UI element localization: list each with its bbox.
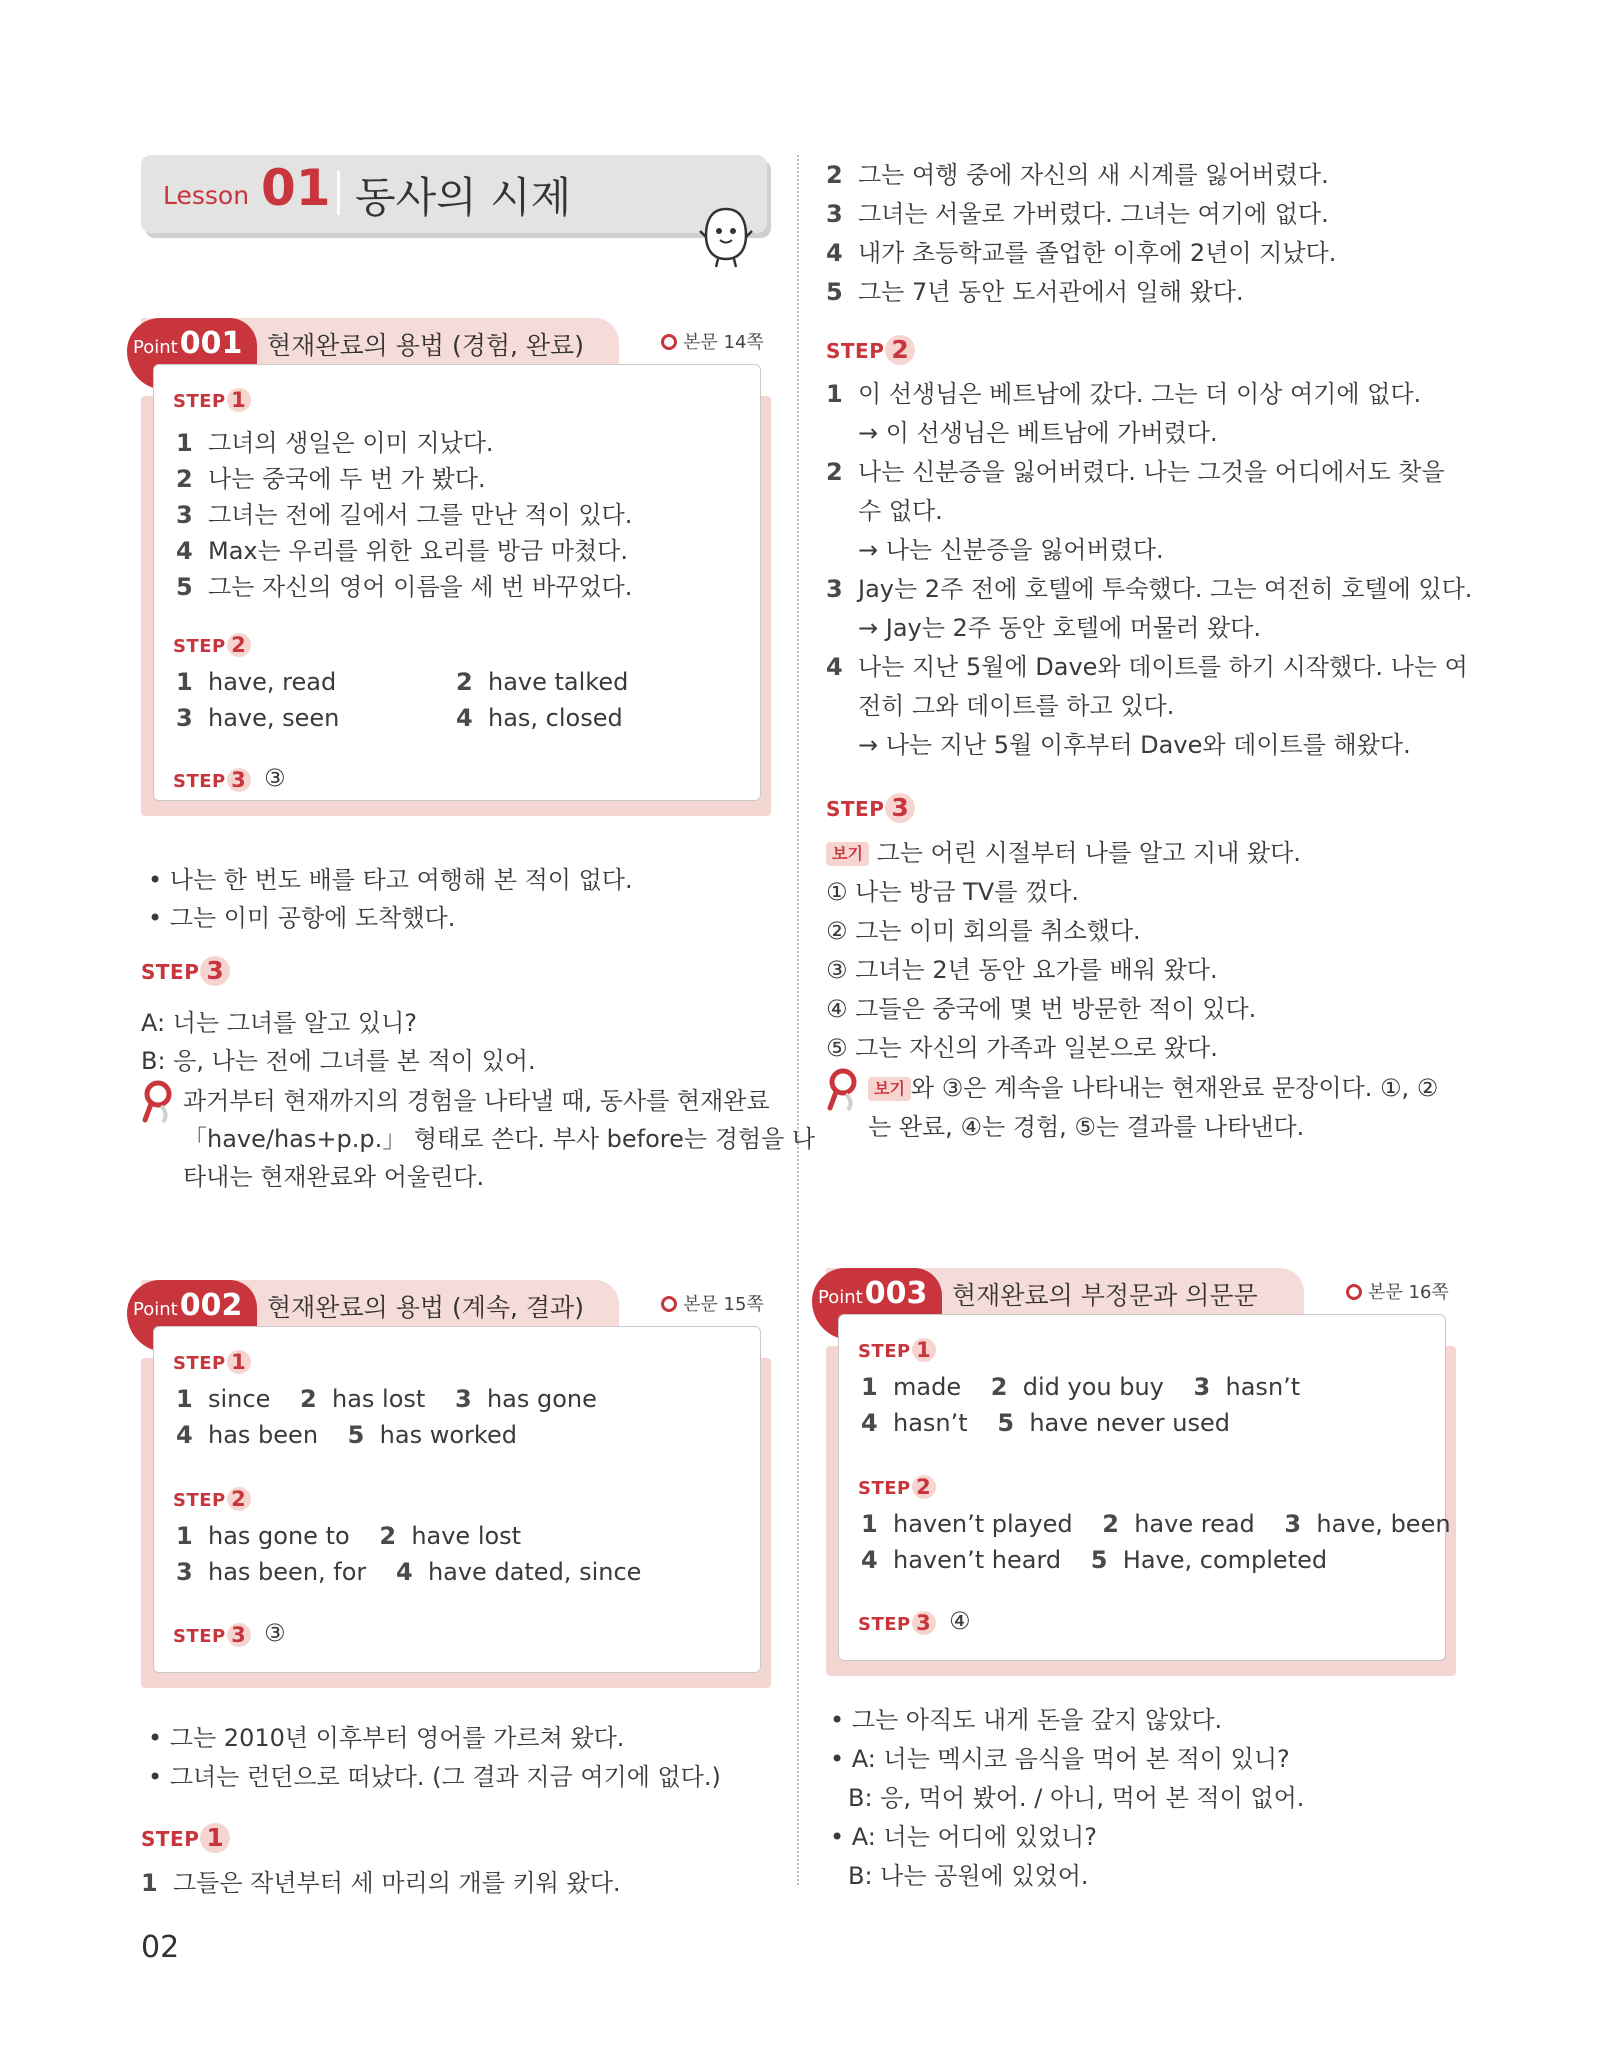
bullet-item: • 그는 아직도 내게 돈을 갚지 않았다. xyxy=(830,1706,1223,1734)
step-label: STEP 2 xyxy=(858,1475,936,1499)
point-label: Point xyxy=(818,1287,863,1308)
point-number: 002 xyxy=(179,1288,243,1323)
point-title: 현재완료의 용법 (계속, 결과) xyxy=(267,1293,584,1322)
page-reference xyxy=(1346,1278,1449,1304)
answer-row: 1 since 2 has lost 3 has gone xyxy=(176,1385,597,1413)
page-ref-text: 본문 16쪽 xyxy=(1368,1282,1449,1303)
page-ref-text: 본문 14쪽 xyxy=(683,332,764,353)
bullet-icon xyxy=(1346,1284,1362,1300)
lesson-number: 01 xyxy=(261,159,331,217)
bullet-icon xyxy=(661,1296,677,1312)
step-label: STEP 3 xyxy=(173,1623,251,1647)
arrow-line: → Jay는 2주 동안 호텔에 머물러 왔다. xyxy=(858,614,1261,642)
point-number: 001 xyxy=(179,326,243,361)
option-item: ③ 그녀는 2년 동안 요가를 배워 왔다. xyxy=(826,956,1218,984)
option-item: ① 나는 방금 TV를 껐다. xyxy=(826,878,1080,906)
tip-line: 는 완료, ④는 경험, ⑤는 결과를 나타낸다. xyxy=(868,1113,1305,1141)
step-label: STEP 2 xyxy=(173,1487,251,1511)
list-item: 2 have talked xyxy=(456,668,629,696)
point-label: Point xyxy=(133,337,178,358)
arrow-line: → 이 선생님은 베트남에 가버렸다. xyxy=(858,419,1218,447)
list-item: 3 그녀는 서울로 가버렸다. 그녀는 여기에 없다. xyxy=(826,200,1329,228)
lesson-separator xyxy=(337,171,340,215)
answer-row: 1 made 2 did you buy 3 hasn’t xyxy=(861,1373,1301,1401)
dialog-line: A: 너는 그녀를 알고 있니? xyxy=(141,1009,417,1037)
option-item: ② 그는 이미 회의를 취소했다. xyxy=(826,917,1141,945)
answer-row: 4 hasn’t 5 have never used xyxy=(861,1409,1230,1437)
key-tip-icon xyxy=(141,1080,175,1124)
answer-row: 4 has been 5 has worked xyxy=(176,1421,517,1449)
page-ref-text: 본문 15쪽 xyxy=(683,1294,764,1315)
list-item: 4 내가 초등학교를 졸업한 이후에 2년이 지났다. xyxy=(826,239,1337,267)
list-item: 1 그녀의 생일은 이미 지났다. xyxy=(176,429,494,457)
list-item: 4 Max는 우리를 위한 요리를 방금 마쳤다. xyxy=(176,537,628,565)
page-reference xyxy=(661,328,764,354)
step-label: STEP 1 xyxy=(141,1823,230,1853)
answer-row: 4 haven’t heard 5 Have, completed xyxy=(861,1546,1328,1574)
bullet-continued: B: 나는 공원에 있었어. xyxy=(848,1862,1089,1890)
bullet-item: • 그는 2010년 이후부터 영어를 가르쳐 왔다. xyxy=(148,1724,625,1752)
list-item: 3 그녀는 전에 길에서 그를 만난 적이 있다. xyxy=(176,501,633,529)
list-item: 4 나는 지난 5월에 Dave와 데이트를 하기 시작했다. 나는 여 xyxy=(826,653,1468,681)
step-label: STEP 2 xyxy=(173,633,251,657)
lesson-word: Lesson xyxy=(163,181,250,210)
step-label: STEP 1 xyxy=(173,388,251,412)
bullet-continued: B: 응, 먹어 봤어. / 아니, 먹어 본 적이 없어. xyxy=(848,1784,1305,1812)
point-label: Point xyxy=(133,1299,178,1320)
tip-line: 「have/has+p.p.」 형태로 쓴다. 부사 before는 경험을 나 xyxy=(183,1125,816,1153)
example-tag: 보기 xyxy=(826,842,869,866)
step-label: STEP 3 xyxy=(173,768,251,792)
list-item: 5 그는 7년 동안 도서관에서 일해 왔다. xyxy=(826,278,1244,306)
tip-line: 과거부터 현재까지의 경험을 나타낼 때, 동사를 현재완료 xyxy=(183,1087,770,1115)
page-reference xyxy=(661,1290,764,1316)
list-item: 2 그는 여행 중에 자신의 새 시계를 잃어버렸다. xyxy=(826,161,1329,189)
answer-choice: ③ xyxy=(264,764,286,792)
step-label: STEP 3 xyxy=(826,793,915,823)
bullet-item: • A: 너는 어디에 있었니? xyxy=(830,1823,1097,1851)
option-item: ⑤ 그는 자신의 가족과 일본으로 왔다. xyxy=(826,1034,1218,1062)
step-label: STEP 1 xyxy=(858,1338,936,1362)
bullet-item: • 나는 한 번도 배를 타고 여행해 본 적이 없다. xyxy=(148,866,633,894)
step-label: STEP 2 xyxy=(826,335,915,365)
list-item: 2 나는 중국에 두 번 가 봤다. xyxy=(176,465,486,493)
key-tip-icon xyxy=(826,1068,860,1112)
list-item: 4 has, closed xyxy=(456,704,623,732)
step-label: STEP 3 xyxy=(858,1611,936,1635)
lesson-banner xyxy=(141,155,767,233)
mascot-icon xyxy=(698,205,754,269)
list-item: 3 Jay는 2주 전에 호텔에 투숙했다. 그는 여전히 호텔에 있다. xyxy=(826,575,1473,603)
step-label: STEP 3 xyxy=(141,956,230,986)
answer-row: 3 has been, for 4 have dated, since xyxy=(176,1558,642,1586)
example-box: 보기 그는 어린 시절부터 나를 알고 지내 왔다. xyxy=(826,833,1301,868)
bullet-icon xyxy=(661,334,677,350)
answer-choice: ③ xyxy=(264,1619,286,1647)
list-item: 5 그는 자신의 영어 이름을 세 번 바꾸었다. xyxy=(176,573,633,601)
lesson-title: 동사의 시제 xyxy=(355,173,572,222)
answer-row: 1 has gone to 2 have lost xyxy=(176,1522,522,1550)
tip-line: 타내는 현재완료와 어울린다. xyxy=(183,1163,485,1191)
list-item: 3 have, seen xyxy=(176,704,340,732)
list-item: 2 나는 신분증을 잃어버렸다. 나는 그것을 어디에서도 찾을 xyxy=(826,458,1445,486)
tip-line: 보기 와 ③은 계속을 나타내는 현재완료 문장이다. ①, ② xyxy=(868,1068,1438,1103)
list-item: 1 그들은 작년부터 세 마리의 개를 키워 왔다. xyxy=(141,1869,621,1897)
point-title: 현재완료의 용법 (경험, 완료) xyxy=(267,331,584,360)
arrow-line: → 나는 지난 5월 이후부터 Dave와 데이트를 해왔다. xyxy=(858,731,1411,759)
arrow-line: → 나는 신분증을 잃어버렸다. xyxy=(858,536,1164,564)
point-number: 003 xyxy=(864,1276,928,1311)
answer-row: 1 haven’t played 2 have read 3 have, been xyxy=(861,1510,1451,1538)
bullet-item: • 그녀는 런던으로 떠났다. (그 결과 지금 여기에 없다.) xyxy=(148,1763,721,1791)
point-title: 현재완료의 부정문과 의문문 xyxy=(952,1281,1258,1310)
option-item: ④ 그들은 중국에 몇 번 방문한 적이 있다. xyxy=(826,995,1257,1023)
example-tag: 보기 xyxy=(868,1077,911,1101)
bullet-item: • A: 너는 멕시코 음식을 먹어 본 적이 있니? xyxy=(830,1745,1290,1773)
column-divider xyxy=(797,155,799,1885)
list-item-continued: 수 없다. xyxy=(858,497,943,525)
list-item-continued: 전히 그와 데이트를 하고 있다. xyxy=(858,692,1175,720)
page-number: 02 xyxy=(141,1930,180,1965)
step-label: STEP 1 xyxy=(173,1350,251,1374)
answer-choice: ④ xyxy=(949,1607,971,1635)
bullet-item: • 그는 이미 공항에 도착했다. xyxy=(148,904,456,932)
list-item: 1 이 선생님은 베트남에 갔다. 그는 더 이상 여기에 없다. xyxy=(826,380,1422,408)
list-item: 1 have, read xyxy=(176,668,337,696)
dialog-line: B: 응, 나는 전에 그녀를 본 적이 있어. xyxy=(141,1047,536,1075)
